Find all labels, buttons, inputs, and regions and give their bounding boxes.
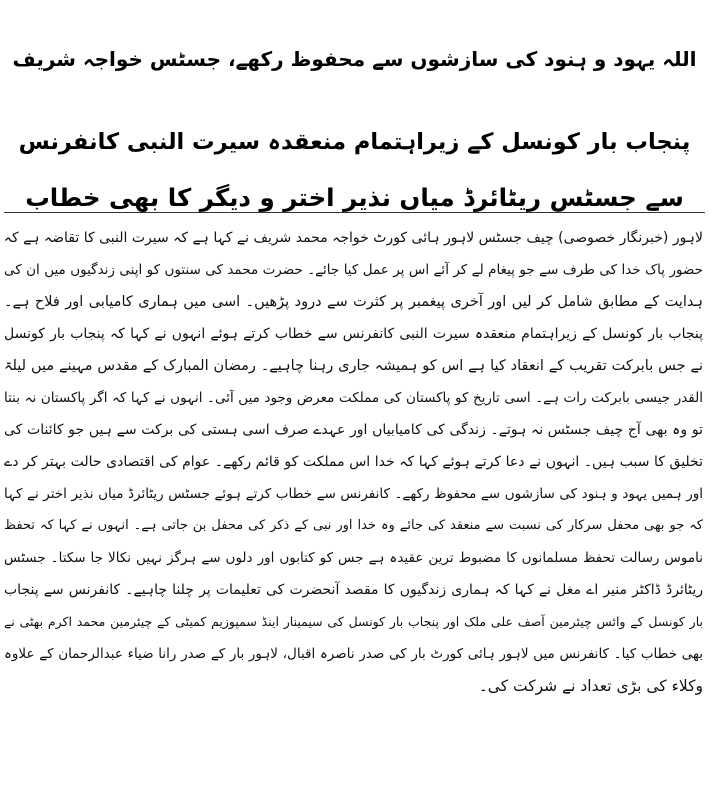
body-line: ریٹائرڈ ڈاکٹر منیر اے مغل نے کہا کہ ہماری زندگیوں کا مقصد آنحضرت کی تعلیمات پر چلنا چاہیے۔ کانفرنس سے پنجاب: [4, 582, 703, 598]
body-line: القدر جیسی بابرکت رات ہے۔ اسی تاریخ کو پاکستان کی مملکت معرض وجود میں آئی۔ انہوں نے کہا کہ اگر پاکستان نہ بنتا: [4, 390, 703, 406]
body-line: اور ہمیں یہود و ہنود کی سازشوں سے محفوظ رکھے۔ کانفرنس سے خطاب کرتے ہوئے جسٹس ریٹائرڈ میاں نذیر اختر نے کہا: [4, 486, 703, 502]
body-line: بھی خطاب کیا۔ کانفرنس میں لاہور ہائی کورٹ بار کی صدر ناصرہ اقبال، لاہور بار کے صدر رانا ضیاء عبدالرحمان کے علاوہ: [4, 646, 703, 662]
body-line: پنجاب بار کونسل کے زیراہتمام منعقدہ سیرت النبی کانفرنس سے خطاب کرتے ہوئے انہوں نے کہا کہ پنجاب بار کونسل: [4, 326, 703, 342]
body-line: تخلیق کا سبب ہیں۔ انہوں نے دعا کرتے ہوئے کہا کہ خدا اس مملکت کو قائم رکھے۔ عوام کی اقتصادی حالت بہتر کر دے: [4, 454, 703, 470]
body-line: نے جس بابرکت تقریب کے انعقاد کیا ہے اس کو ہمیشہ جاری رہنا چاہیے۔ رمضان المبارک کے مقدس مہینے میں لیلۃ: [4, 358, 703, 374]
article-body: [4, 222, 703, 798]
subheadline-second: سے جسٹس ریٹائرڈ میاں نذیر اختر و دیگر کا بھی خطاب: [25, 183, 684, 213]
body-line: تو وہ بھی آج چیف جسٹس نہ ہوتے۔ زندگی کی کامیابیاں اور عہدے صرف اسی ہستی کی برکت سے ہیں جو کائنات کی: [4, 422, 703, 438]
headline: اللہ یہود و ہنود کی سازشوں سے محفوظ رکھے، جسٹس خواجہ شریف: [12, 47, 697, 72]
body-line: کہ جو بھی محفل سرکار کی نسبت سے منعقد کی جائے وہ خدا اور نبی کے ذکر کی محفل بن جاتی ہے۔ انہوں نے کہا کہ تحفظ: [4, 518, 703, 533]
body-line: حضور پاک خدا کی طرف سے جو پیغام لے کر آئے اس پر عمل کیا جائے۔ حضرت محمد کی سنتوں کو اپنی زندگیوں میں ان کی: [4, 262, 703, 278]
subheadline-first: پنجاب بار کونسل کے زیراہتمام منعقدہ سیرت النبی کانفرنس: [18, 129, 691, 156]
body-line: ہدایت کے مطابق شامل کر لیں اور آخری پیغمبر پر کثرت سے درود پڑھیں۔ اسی میں ہماری کامیابی اور فلاح ہے۔: [4, 294, 703, 310]
body-line: وکلاء کی بڑی تعداد نے شرکت کی۔: [478, 677, 703, 695]
body-line: لاہور (خبرنگار خصوصی) چیف جسٹس لاہور ہائی کورٹ خواجہ محمد شریف نے کہا ہے کہ سیرت النبی کا تقاضہ ہے کہ: [4, 230, 703, 246]
body-line: ناموس رسالت تحفظ مسلمانوں کا مضبوط ترین عقیدہ ہے جس کو کتابوں اور دلوں سے ہرگز نہیں نکالا جا سکتا۔ جسٹس: [4, 550, 703, 566]
body-line: بار کونسل کے وائس چیئرمین آصف علی ملک اور پنجاب بار کونسل کی سیمینار اینڈ سمپوزیم کمیٹی کے چیئرمین محمد اکرم بھٹی نے: [4, 614, 703, 629]
headline-divider: [4, 212, 705, 213]
